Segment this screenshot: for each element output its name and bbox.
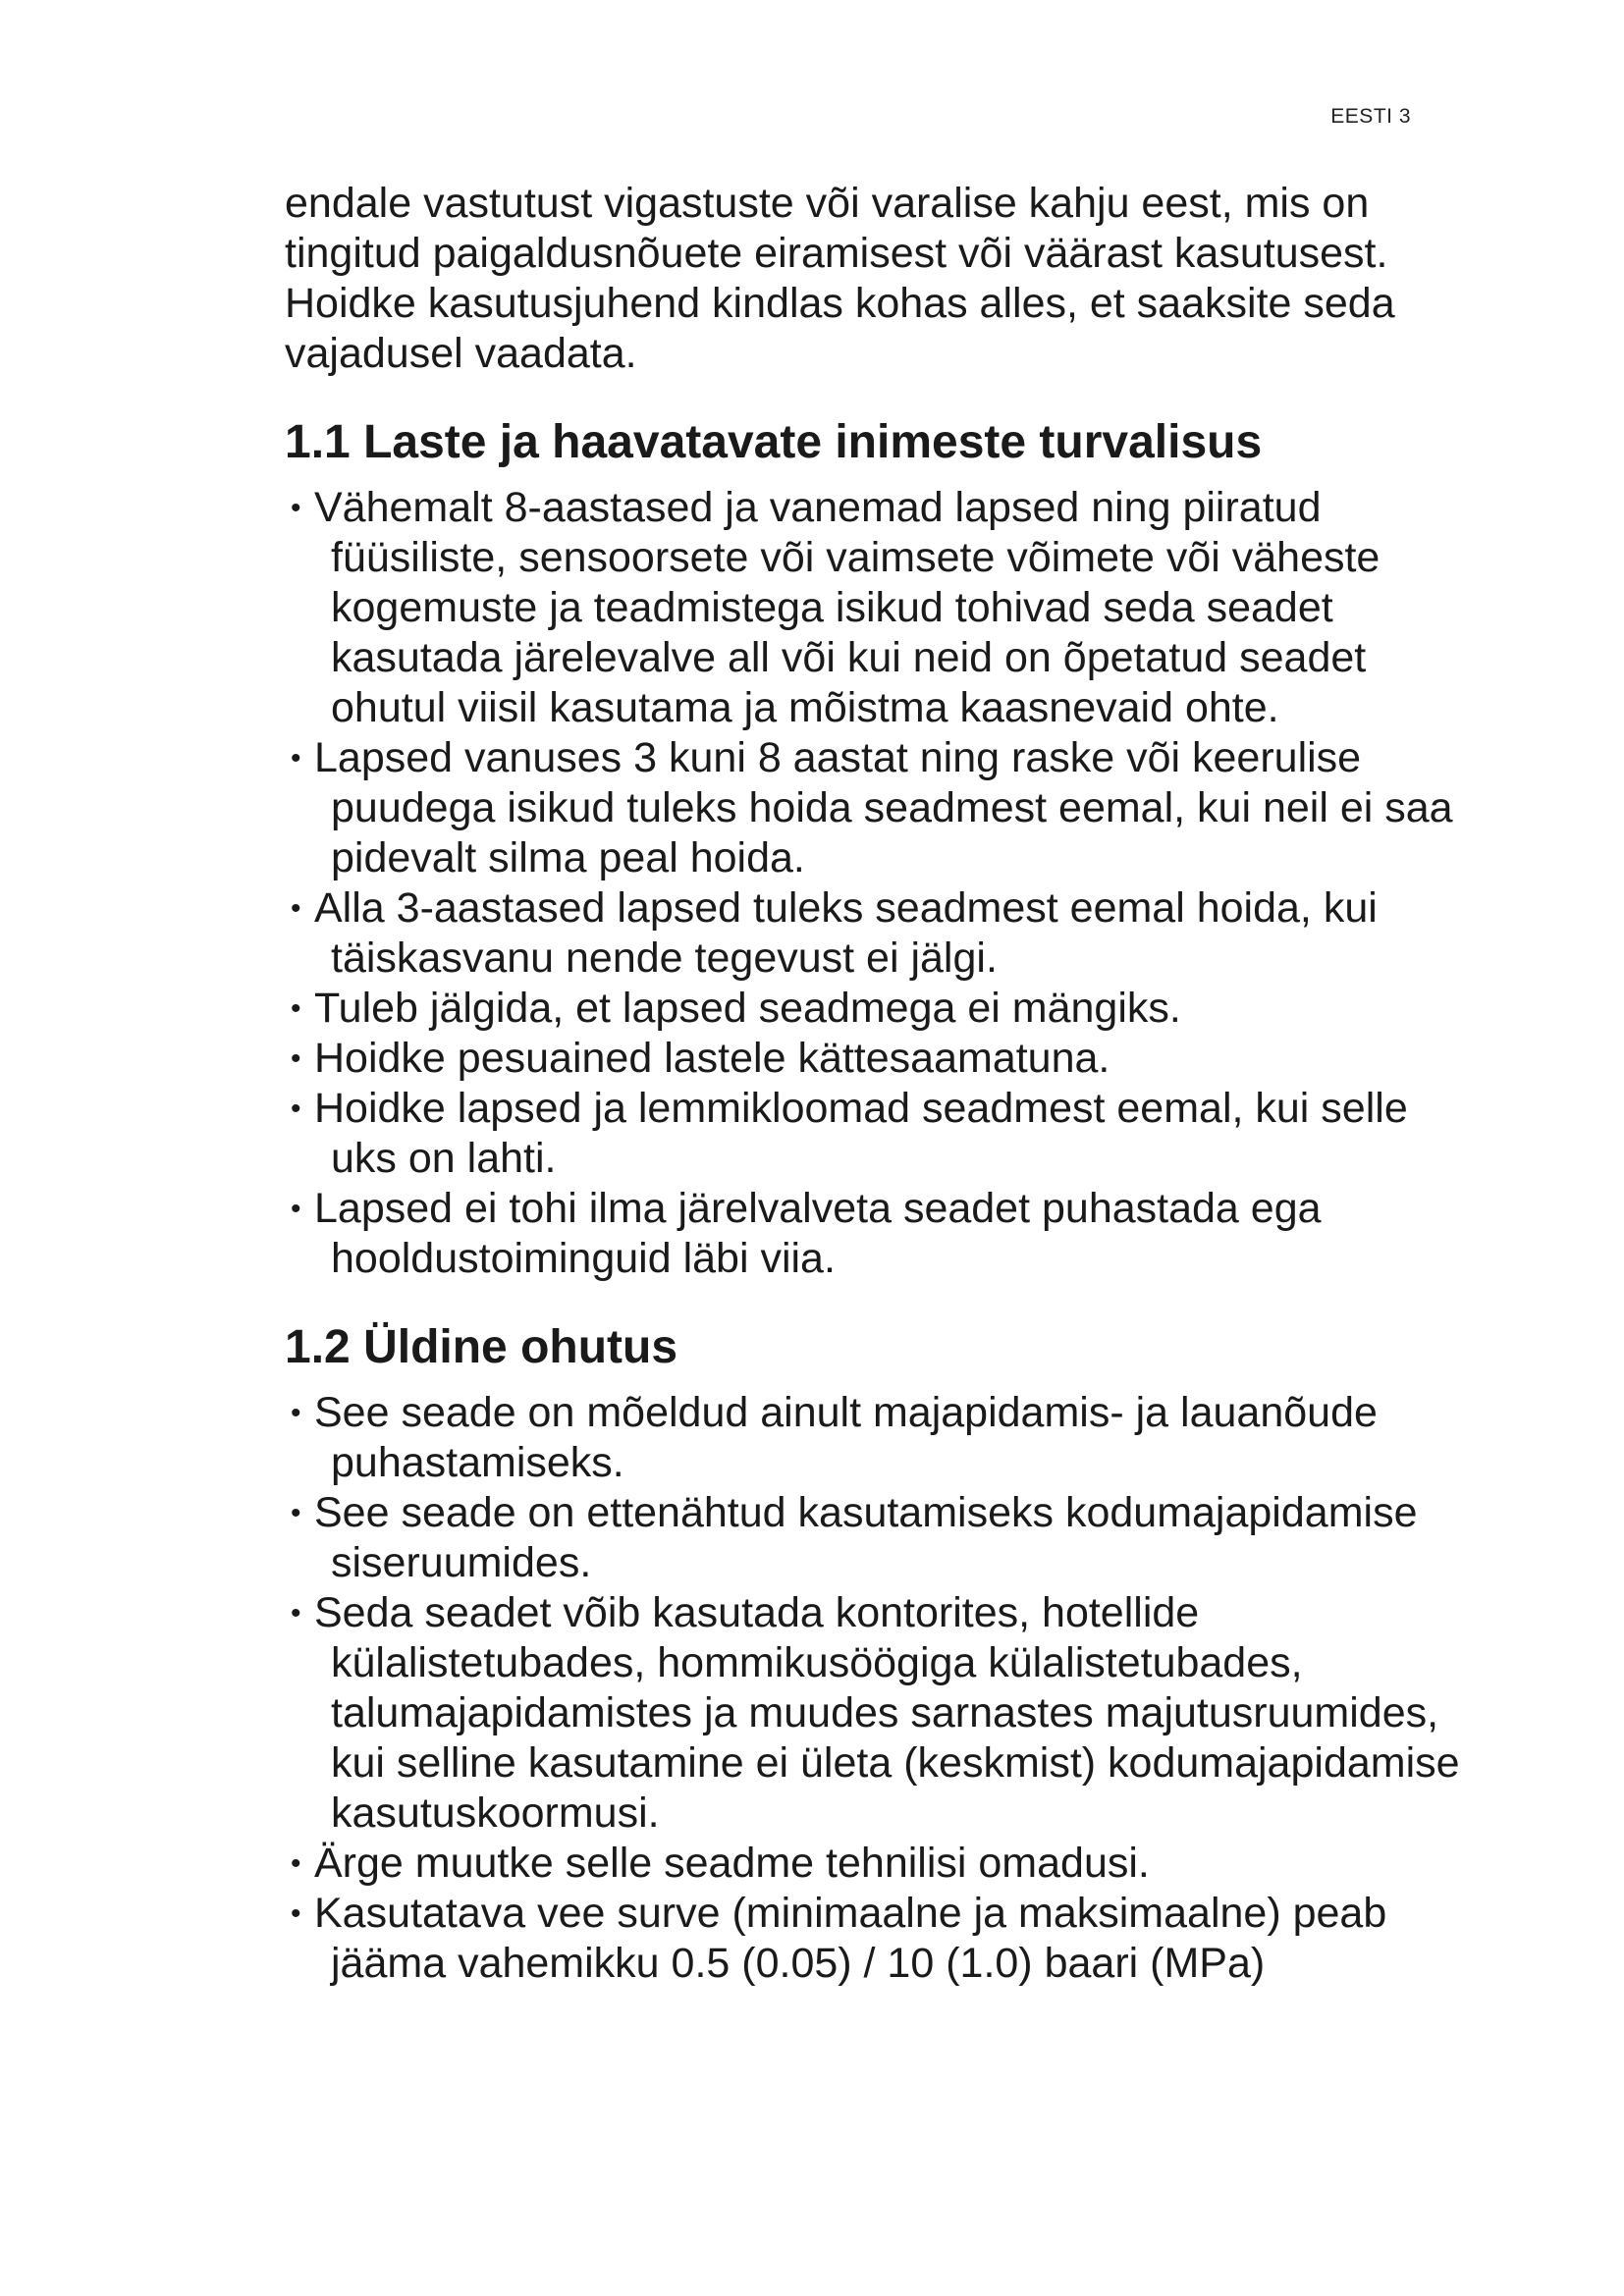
list-item: • Kasutatava vee surve (minimaalne ja maksimaalne) peab jääma vahemikku 0.5 (0.05) / 10 (1.0) baari (MPa) [291,1890,1387,1987]
list-item: • Hoidke lapsed ja lemmikloomad seadmest eemal, kui selle uks on lahti. [291,1085,1408,1182]
list-item: • Lapsed vanuses 3 kuni 8 aastat ning raske või keerulise puudega isikud tuleks hoida seadmest eemal, kui neil ei saa pidevalt silma peal hoida. [291,734,1453,881]
list-item: • Seda seadet võib kasutada kontorites, hotellide külalistetubades, hommikusöögiga külalistetubades, talumajapidamistes ja muudes sarnastes majutusruumides, kui selline kasutamine ei ületa (keskmist) kodumajapidamise kasutuskoormusi. [291,1589,1460,1837]
bullet-icon: • [291,1597,301,1629]
bullet-icon: • [291,892,301,925]
list-item: • Alla 3-aastased lapsed tuleks seadmest eemal hoida, kui täiskasvanu nende tegevust ei jälgi. [291,884,1378,982]
list-item: • Tuleb jälgida, et lapsed seadmega ei mängiks. [291,985,1181,1032]
page-header-label: EESTI 3 [1330,105,1411,128]
list-item: • Vähemalt 8-aastased ja vanemad lapsed ning piiratud füüsiliste, sensoorsete või vaimsete võimete või väheste kogemuste ja teadmistega isikud tohivad seda seadet kasutada järelevalve all või kui neid on õpetatud seadet ohutul viisil kasutama ja mõistma kaasnevaid ohte. [291,484,1380,731]
bullet-icon: • [291,1397,301,1429]
bullet-icon: • [291,1093,301,1125]
section-title-child-safety: 1.1 Laste ja haavatavate inimeste turvalisus [285,416,1263,468]
document-body [285,179,1463,1989]
bullet-icon: • [291,742,301,774]
list-item: • Ärge muutke selle seadme tehnilisi omadusi. [291,1840,1150,1887]
general-safety-list [285,1388,1463,1989]
bullet-icon: • [291,1897,301,1930]
bullet-icon: • [291,1497,301,1529]
bullet-icon: • [291,1193,301,1225]
bullet-icon: • [291,492,301,524]
intro-paragraph: endale vastutust vigastuste või varalise kahju eest, mis on tingitud paigaldusnõuete eiramisest või väärast kasutusest. Hoidke kasutusjuhend kindlas kohas alles, et saaksite seda vajadusel vaadata. [285,180,1395,377]
child-safety-list [285,483,1463,1284]
bullet-icon: • [291,1847,301,1880]
list-item: • See seade on mõeldud ainult majapidamis- ja lauanõude puhastamiseks. [291,1389,1378,1486]
list-item: • Lapsed ei tohi ilma järelvalveta seadet puhastada ega hooldustoiminguid läbi viia. [291,1185,1322,1282]
list-item: • Hoidke pesuained lastele kättesaamatuna. [291,1035,1110,1082]
bullet-icon: • [291,992,301,1025]
list-item: • See seade on ettenähtud kasutamiseks kodumajapidamise siseruumides. [291,1489,1418,1586]
section-title-general-safety: 1.2 Üldine ohutus [285,1321,678,1373]
bullet-icon: • [291,1042,301,1075]
